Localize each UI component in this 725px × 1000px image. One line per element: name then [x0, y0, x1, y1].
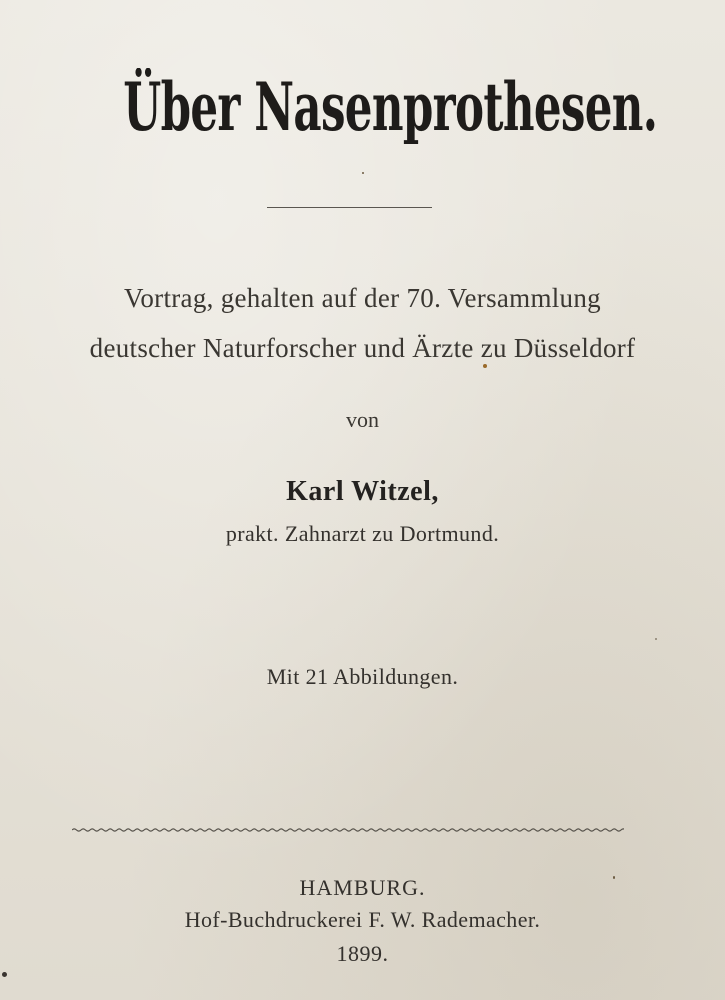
publisher: Hof-Buchdruckerei F. W. Rademacher. — [184, 907, 541, 932]
subtitle-line-2: deutscher Naturforscher und Ärzte zu Düsseldorf — [89, 333, 636, 363]
paper-speck — [613, 876, 615, 879]
book-title: Über Nasenprothesen. — [123, 68, 658, 146]
paper-speck — [362, 172, 364, 174]
author-name: Karl Witzel, — [286, 476, 439, 507]
paper-speck — [483, 364, 487, 368]
subtitle-line-1: Vortrag, gehalten auf der 70. Versammlung — [124, 283, 601, 313]
by-label: von — [346, 407, 379, 432]
paper-speck — [655, 638, 657, 640]
paper-speck — [2, 972, 7, 977]
wavy-divider — [72, 824, 624, 836]
publication-year: 1899. — [336, 941, 389, 966]
publication-place: HAMBURG. — [299, 875, 426, 900]
author-affiliation: prakt. Zahnarzt zu Dortmund. — [225, 521, 500, 546]
illustrations-note: Mit 21 Abbildungen. — [266, 664, 459, 689]
title-divider — [267, 207, 432, 208]
